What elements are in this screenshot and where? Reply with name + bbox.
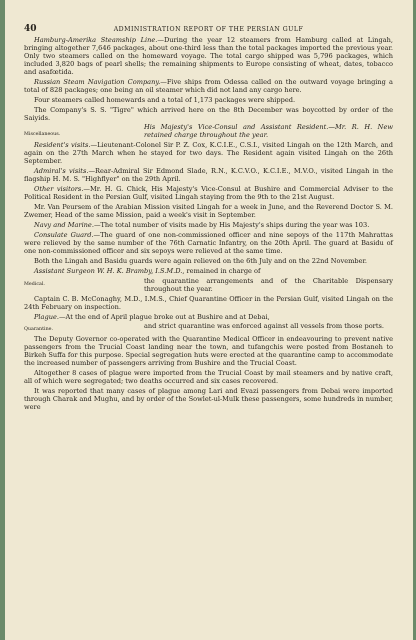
paragraph-deputy-governor: The Deputy Governor co-operated with the Quarantine Medical Officer in endeavouring to prevent native passengers from the Trucial Coast landing near the town, and tufangchis were posted from Bostaneh to Birkeh Suffa for this purpose. Special segregation huts were erected at the quarantine camp to accommodate the increased number of passengers arriving from Bushire and the Trucial Coast. <box>24 335 393 368</box>
section-miscellaneous <box>24 124 393 140</box>
paragraph-russian: Russian Steam Navigation Company.—Five ships from Odessa called on the outward voyage bringing a total of 828 packages; one being an oil steamer which did not land any cargo here. <box>24 77 393 94</box>
sidenote-quarantine: Quarantine. <box>24 327 54 333</box>
running-title: ADMINISTRATION REPORT OF THE PERSIAN GULF <box>113 26 304 33</box>
paragraph-reported: It was reported that many cases of plague among Lari and Evazi passengers from Debai were imported through Charak and Mughu, and by order of the Sowlet-ul-Mulk these passengers, some hundreds in number, were <box>24 387 393 412</box>
paragraph-navy: Navy and Marine.—The total number of visits made by His Majesty's ships during the year was 103. <box>34 220 370 229</box>
paragraph-van-peursem: Mr. Van Peursem of the Arabian Mission visited Lingah for a week in June, and the Reverend Doctor S. M. Zwemer, Head of the same Mission, paid a week's visit in September. <box>24 203 393 220</box>
page-number: 40 <box>24 24 37 34</box>
paragraph-guards-relieved: Both the Lingah and Basidu guards were again relieved on the 6th July and on the 22nd November. <box>34 256 367 265</box>
paragraph-surgeon-head: Assistant Surgeon W. H. K. Bramby, I.S.M.D., remained in charge of <box>34 266 261 275</box>
sidenote-miscellaneous: Miscellaneous. <box>24 132 61 138</box>
paragraph-surgeon-cont: the quarantine arrangements and of the Charitable Dispensary throughout the year. <box>144 276 393 293</box>
paragraph-hamburg: Hamburg-Amerika Steamship Line.—During the year 12 steamers from Hamburg called at Lingah, bringing altogether 7,646 packages, about one-third less than the total packages imported the previous year. Only two steamers called on the homeward voyage. The total cargo shipped was 5,796 packages, which included 3,820 bags of pearl shells; the remaining shipments to Europe consisting of wheat, dates, tobacco and asafœtida. <box>24 35 393 76</box>
paragraph-vice-consul: His Majesty's Vice-Consul and Assistant Resident.—Mr. R. H. New retained charge throughout the year. <box>144 123 393 140</box>
paragraph-admiral: Admiral's visits.—Rear-Admiral Sir Edmond Slade, R.N., K.C.V.O., K.C.I.E., M.V.O., visited Lingah in the flagship H. M. S. "Highflyer" on the 29th April. <box>24 167 393 184</box>
section-quarantine <box>24 323 393 334</box>
sidenote-medical: Medical. <box>24 281 45 287</box>
paragraph-eight-cases: Altogether 8 cases of plague were imported from the Trucial Coast by mail steamers and by native craft, all of which were segregated; two deaths occurred and six cases recovered. <box>24 369 393 386</box>
paragraph-other-visitors: Other visitors.—Mr. H. G. Chick, His Majesty's Vice-Consul at Bushire and Commercial Adviser to the Political Resident in the Persian Gulf, visited Lingah staying from the 9th to the 21st August. <box>24 185 394 202</box>
paragraph-mcconaghy: Captain C. B. McConaghy, M.D., I.M.S., Chief Quarantine Officer in the Persian Gulf, visited Lingah on the 24th February on inspection. <box>24 294 393 311</box>
paragraph-guard: Consulate Guard.—The guard of one non-commissioned officer and nine sepoys of the 117th Mahrattas were relieved by the same number of the 76th Carnatic Infantry, on the 20th April. The guard at Basidu of one non-commissioned officer and six sepoys were relieved at the same time. <box>24 230 393 255</box>
paragraph-plague-head: Plague.—At the end of April plague broke out at Bushire and at Debai, <box>34 312 270 321</box>
paragraph-cargo: Four steamers called homewards and a total of 1,173 packages were shipped. <box>34 95 296 104</box>
paragraph-plague-cont: and strict quarantine was enforced against all vessels from those ports. <box>144 322 384 331</box>
paragraph-resident: Resident's visits.—Lieutenant-Colonel Sir P. Z. Cox, K.C.I.E., C.S.I., visited Lingah on the 12th March, and again on the 27th March when he stayed for two days. The Resident again visited Lingah on the 26th September. <box>24 141 393 166</box>
section-medical <box>24 278 393 294</box>
paragraph-tigre: The Company's S. S. "Tigre" which arrived here on the 8th December was boycotted by order of the Saiyids. <box>24 105 393 122</box>
page-header <box>24 26 393 34</box>
document-page <box>5 0 413 640</box>
